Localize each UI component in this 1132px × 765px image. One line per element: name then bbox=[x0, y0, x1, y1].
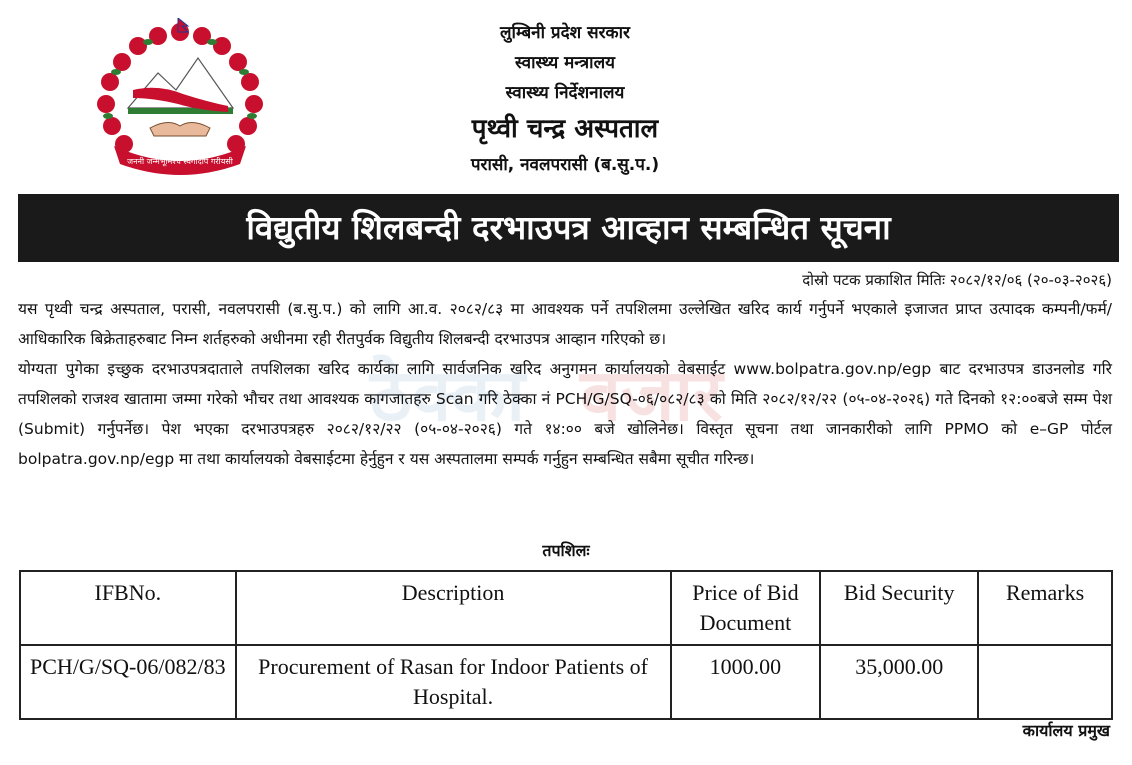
organization-block bbox=[370, 18, 760, 180]
bid-schedule-table bbox=[19, 570, 1113, 720]
header-description: Description bbox=[236, 571, 671, 645]
cell-description: Procurement of Rasan for Indoor Patients of Hospital. bbox=[236, 645, 671, 719]
header-price-of-bid-document: Price of Bid Document bbox=[671, 571, 821, 645]
header-ifb-no: IFBNo. bbox=[20, 571, 236, 645]
schedule-label: तपशिलः bbox=[542, 541, 590, 560]
hospital-name: पृथ्वी चन्द्र अस्पताल bbox=[471, 114, 659, 144]
intro-paragraph: यस पृथ्वी चन्द्र अस्पताल, परासी, नवलपरासी (ब.सु.प.) को लागि आ.व. २०८२/८३ मा आवश्यक पर्ने तपशिलमा उल्लेखित खरिद कार्य गर्नुपर्ने भएकाले इजाजत प्राप्त उत्पादक कम्पनी/फर्म/आधिकारिक बिक्रेताहरुबाट निम्न शर्तहरुको अधीनमा रही रीतपुर्वक विद्युतीय शिलबन्दी दरभाउपत्र आव्हान गरिएको छ। bbox=[18, 300, 1112, 348]
directorate-name: स्वास्थ्य निर्देशनालय bbox=[505, 83, 625, 103]
cell-ifb-no: PCH/G/SQ-06/082/83 bbox=[20, 645, 236, 719]
letterhead bbox=[0, 0, 1132, 192]
publication-date: दोस्रो पटक प्रकाशित मितिः २०८२/१२/०६ (२०-०३-२०२६) bbox=[802, 271, 1112, 289]
instructions-paragraph: योग्यता पुगेका इच्छुक दरभाउपत्रदाताले तपशिलका खरिद कार्यका लागि सार्वजनिक खरिद अनुगमन कार्यालयको वेबसाईट www.bolpatra.gov.np/egp बाट दरभाउपत्र डाउनलोड गरि तपशिलको राजश्व खातामा जम्मा गरेको भौचर तथा आवश्यक कागजातहरु Scan गरि ठेक्का नं PCH/G/SQ-०६/०८२/८३ को मिति २०८२/१२/२२ (०५-०४-२०२६) गते दिनको १२:००बजे सम्म पेश (Submit) गर्नुपर्नेछ। पेश भएका दरभाउपत्रहरु २०८२/१२/२२ (०५-०४-२०२६) गते १४:०० बजे खोलिनेछ। विस्तृत सूचना तथा जानकारीको लागि PPMO को e–GP पोर्टल bolpatra.gov.np/egp मा तथा कार्यालयको वेबसाईटमा हेर्नुहुन र यस अस्पतालमा सम्पर्क गर्नुहुन सम्बन्धित सबैमा सूचीत गरिन्छ। bbox=[18, 360, 1112, 468]
cell-remarks bbox=[978, 645, 1112, 719]
ministry-name: स्वास्थ्य मन्त्रालय bbox=[515, 53, 615, 73]
cell-bid-security: 35,000.00 bbox=[820, 645, 978, 719]
header-remarks: Remarks bbox=[978, 571, 1112, 645]
notice-title: विद्युतीय शिलबन्दी दरभाउपत्र आव्हान सम्बन्धित सूचना bbox=[18, 194, 1119, 262]
nepal-emblem-icon bbox=[88, 18, 273, 176]
notice-body bbox=[18, 294, 1112, 474]
table-header-row bbox=[20, 571, 1112, 645]
table-row bbox=[20, 645, 1112, 719]
province-name: लुम्बिनी प्रदेश सरकार bbox=[500, 23, 630, 43]
svg-text:बजार: बजार bbox=[580, 353, 723, 437]
svg-text:ठेक्का: ठेक्का bbox=[370, 353, 526, 437]
hospital-address: परासी, नवलपरासी (ब.सु.प.) bbox=[470, 155, 660, 175]
cell-price-of-bid-document: 1000.00 bbox=[671, 645, 821, 719]
header-bid-security: Bid Security bbox=[820, 571, 978, 645]
svg-text:जननी जन्मभूमिश्च स्वर्गादपि गर: जननी जन्मभूमिश्च स्वर्गादपि गरीयसी bbox=[127, 157, 233, 166]
signature-office-chief: कार्यालय प्रमुख bbox=[1022, 721, 1110, 740]
